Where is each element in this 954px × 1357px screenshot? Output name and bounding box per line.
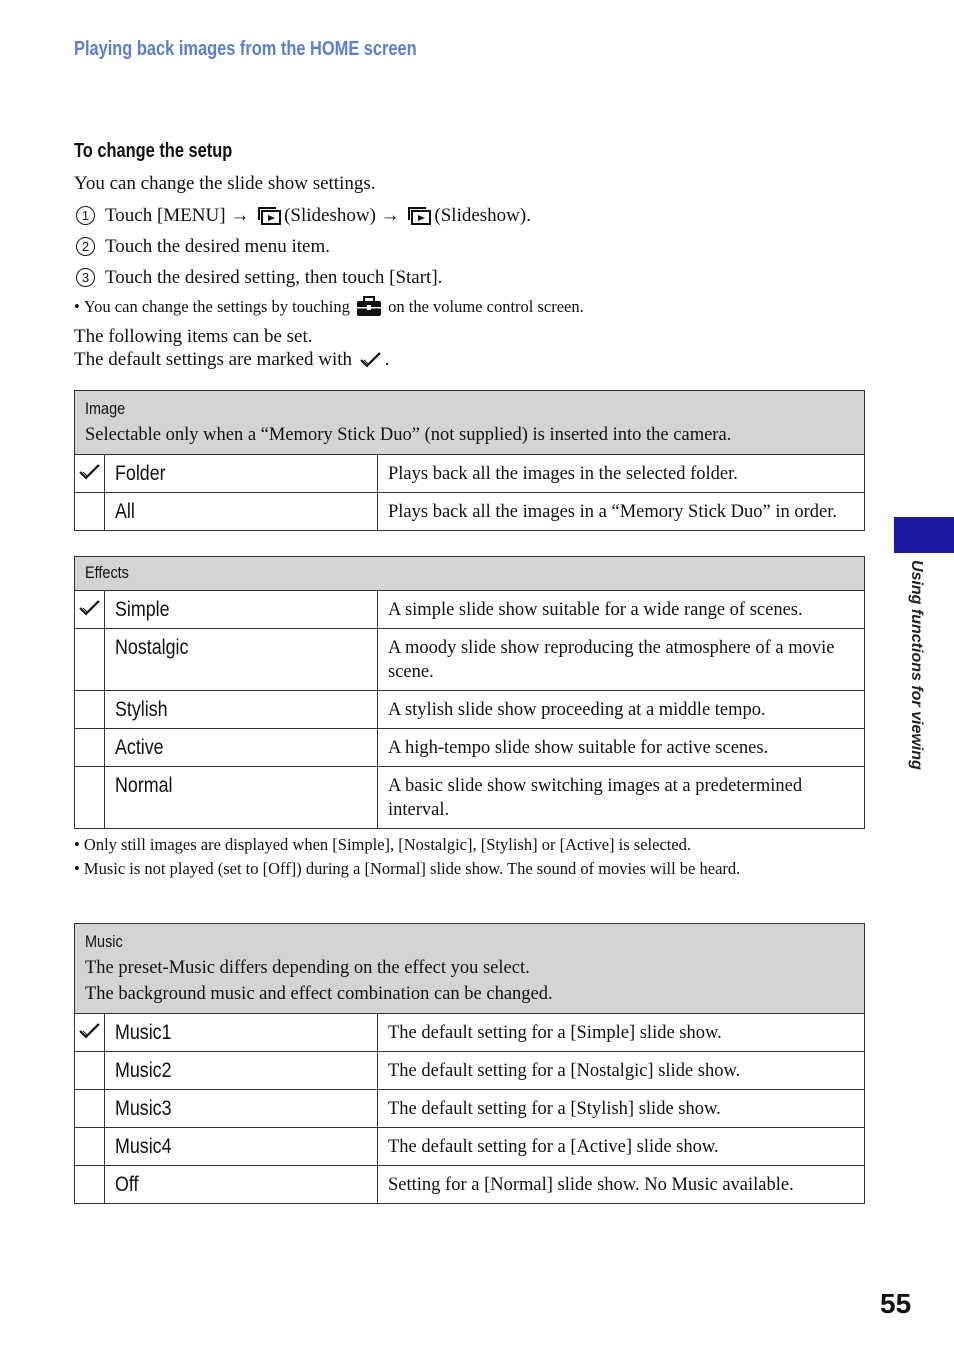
setting-name: Normal bbox=[105, 767, 378, 829]
table-row bbox=[75, 1014, 865, 1052]
default-cell bbox=[75, 455, 105, 493]
table-header bbox=[75, 924, 865, 1014]
setting-desc: A high-tempo slide show suitable for active scenes. bbox=[378, 729, 865, 767]
step-number: 1 bbox=[76, 206, 95, 225]
step-2: 2 Touch the desired menu item. bbox=[76, 236, 330, 258]
setting-desc: A simple slide show suitable for a wide range of scenes. bbox=[378, 591, 865, 629]
table-header bbox=[75, 557, 865, 591]
toolbox-note: • You can change the settings by touching on the volume control screen. bbox=[74, 295, 584, 322]
setting-desc: The default setting for a [Active] slide show. bbox=[378, 1128, 865, 1166]
table-row bbox=[75, 1128, 865, 1166]
setting-desc: The default setting for a [Nostalgic] slide show. bbox=[378, 1052, 865, 1090]
setting-name: All bbox=[105, 493, 378, 531]
default-cell bbox=[75, 629, 105, 691]
table-row bbox=[75, 1090, 865, 1128]
step-3: 3 Touch the desired setting, then touch [Start]. bbox=[76, 267, 442, 289]
slideshow-icon bbox=[406, 204, 432, 232]
setting-name: Music1 bbox=[105, 1014, 378, 1052]
table-row bbox=[75, 729, 865, 767]
default-cell bbox=[75, 591, 105, 629]
setting-desc: Setting for a [Normal] slide show. No Music available. bbox=[378, 1166, 865, 1204]
toolbox-icon bbox=[356, 295, 382, 322]
table-row bbox=[75, 1052, 865, 1090]
table-row bbox=[75, 493, 865, 531]
setting-name: Active bbox=[105, 729, 378, 767]
default-cell bbox=[75, 493, 105, 531]
table-title: Effects bbox=[85, 563, 129, 582]
default-cell bbox=[75, 1166, 105, 1204]
table-row bbox=[75, 591, 865, 629]
image-settings-table bbox=[74, 390, 865, 531]
check-icon bbox=[359, 350, 383, 376]
table-row bbox=[75, 455, 865, 493]
side-tab-label: Using functions for viewing bbox=[908, 560, 925, 770]
check-icon bbox=[78, 469, 102, 486]
step-1: 1 Touch [MENU] → (Slideshow) → (Slideshow). bbox=[76, 204, 531, 232]
default-cell bbox=[75, 1128, 105, 1166]
setting-desc: A basic slide show switching images at a predetermined interval. bbox=[378, 767, 865, 829]
intro-text: You can change the slide show settings. bbox=[74, 173, 376, 194]
effects-note: • Music is not played (set to [Off]) during a [Normal] slide show. The sound of movies will be heard. bbox=[74, 859, 741, 878]
check-icon bbox=[78, 605, 102, 622]
setting-name: Music3 bbox=[105, 1090, 378, 1128]
default-marked-text: The default settings are marked with . bbox=[74, 349, 390, 376]
setting-desc: The default setting for a [Stylish] slide show. bbox=[378, 1090, 865, 1128]
setting-name: Music4 bbox=[105, 1128, 378, 1166]
setting-desc: Plays back all the images in a “Memory Stick Duo” in order. bbox=[378, 493, 865, 531]
effects-settings-table bbox=[74, 556, 865, 829]
table-header bbox=[75, 391, 865, 455]
table-subtitle: Selectable only when a “Memory Stick Duo” (not supplied) is inserted into the camera. bbox=[85, 425, 732, 445]
default-cell bbox=[75, 691, 105, 729]
table-subtitle: The preset-Music differs depending on the effect you select. bbox=[85, 958, 530, 978]
subheading: To change the setup bbox=[74, 140, 233, 162]
default-cell bbox=[75, 767, 105, 829]
setting-name: Music2 bbox=[105, 1052, 378, 1090]
effects-note: • Only still images are displayed when [Simple], [Nostalgic], [Stylish] or [Active] is selected. bbox=[74, 835, 692, 854]
slideshow-icon bbox=[256, 204, 282, 232]
table-title: Music bbox=[85, 932, 123, 951]
setting-name: Simple bbox=[105, 591, 378, 629]
step-number: 2 bbox=[76, 237, 95, 256]
default-cell bbox=[75, 729, 105, 767]
step-number: 3 bbox=[76, 268, 95, 287]
setting-name: Off bbox=[105, 1166, 378, 1204]
table-title: Image bbox=[85, 399, 126, 418]
default-cell bbox=[75, 1014, 105, 1052]
side-tab-marker bbox=[894, 517, 954, 553]
default-cell bbox=[75, 1090, 105, 1128]
table-row bbox=[75, 767, 865, 829]
section-header: Playing back images from the HOME screen bbox=[74, 38, 417, 60]
setting-name: Folder bbox=[105, 455, 378, 493]
check-icon bbox=[78, 1028, 102, 1045]
page-number: 55 bbox=[880, 1288, 912, 1319]
table-row bbox=[75, 1166, 865, 1204]
table-row bbox=[75, 691, 865, 729]
following-items-text: The following items can be set. bbox=[74, 326, 313, 347]
default-cell bbox=[75, 1052, 105, 1090]
setting-name: Nostalgic bbox=[105, 629, 378, 691]
table-subtitle: The background music and effect combination can be changed. bbox=[85, 984, 553, 1004]
music-settings-table bbox=[74, 923, 865, 1204]
setting-desc: The default setting for a [Simple] slide show. bbox=[378, 1014, 865, 1052]
setting-name: Stylish bbox=[105, 691, 378, 729]
setting-desc: A moody slide show reproducing the atmosphere of a movie scene. bbox=[378, 629, 865, 691]
setting-desc: A stylish slide show proceeding at a middle tempo. bbox=[378, 691, 865, 729]
setting-desc: Plays back all the images in the selected folder. bbox=[378, 455, 865, 493]
table-row bbox=[75, 629, 865, 691]
